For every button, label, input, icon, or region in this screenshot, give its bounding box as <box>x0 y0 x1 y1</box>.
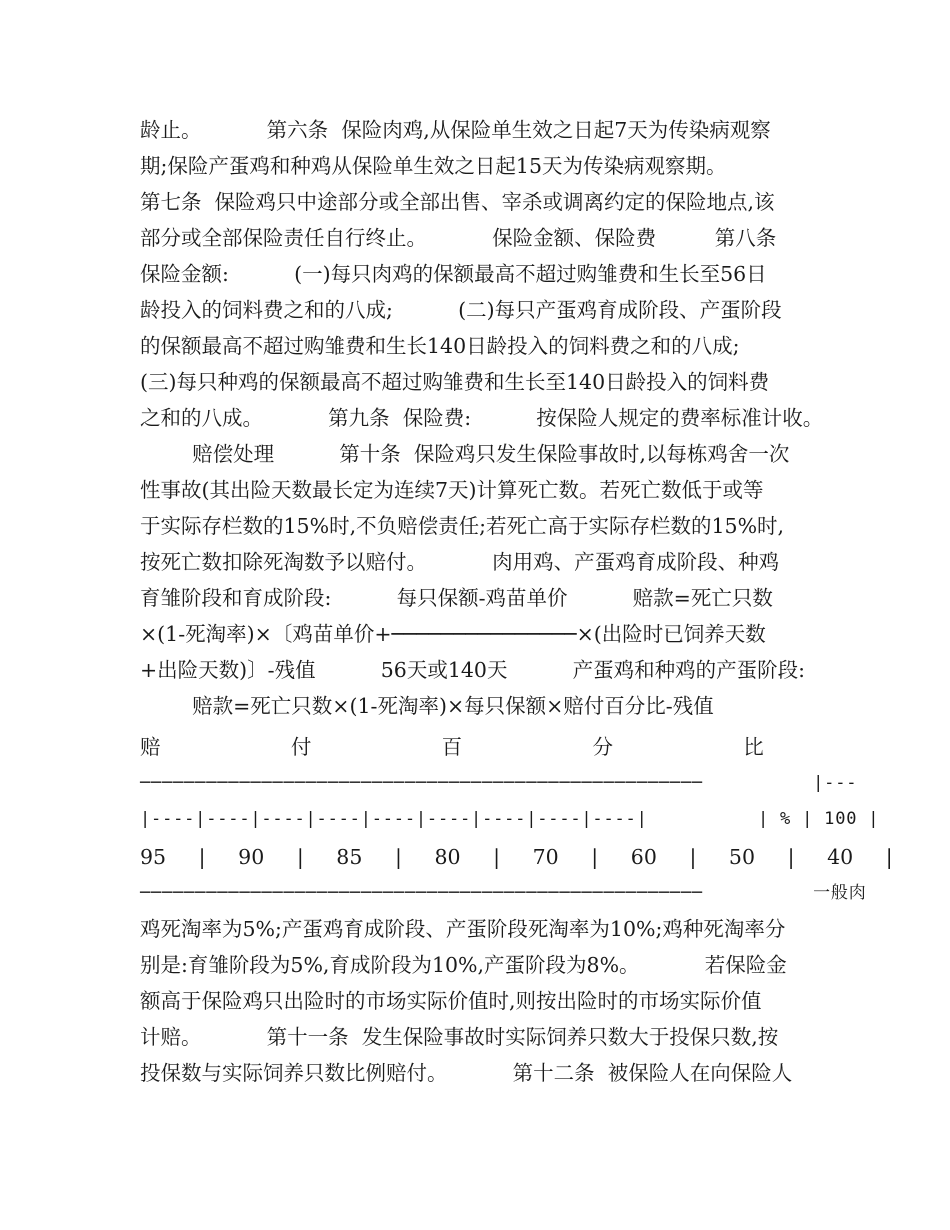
text-line: 性事故(其出险天数最长定为连续7天)计算死亡数。若死亡数低于或等 <box>140 478 764 502</box>
text-line: 赔偿处理 第十条 保险鸡只发生保险事故时,以每栋鸡舍一次 <box>140 442 790 466</box>
text-line: 龄投入的饲料费之和的八成; (二)每只产蛋鸡育成阶段、产蛋阶段 <box>140 298 782 322</box>
text-line: 别是:育雏阶段为5%,育成阶段为10%,产蛋阶段为8%。 若保险金 <box>140 953 787 977</box>
text-line: 之和的八成。 第九条 保险费: 按保险人规定的费率标准计收。 <box>140 406 824 430</box>
text-line: +出险天数)〕-残值 56天或140天 产蛋鸡和种鸡的产蛋阶段: <box>140 658 806 682</box>
text-line: 按死亡数扣除死淘数予以赔付。 肉用鸡、产蛋鸡育成阶段、种鸡 <box>140 550 780 574</box>
table-rule: ─────────────────────────────────────────────────── |--- <box>140 773 858 793</box>
text-line: 龄止。 第六条 保险肉鸡,从保险单生效之日起7天为传染病观察 <box>140 118 771 142</box>
text-line: (三)每只种鸡的保额最高不超过购雏费和生长至140日龄投入的饲料费 <box>140 370 770 394</box>
text-line: 鸡死淘率为5%;产蛋鸡育成阶段、产蛋阶段死淘率为10%;鸡种死淘率分 <box>140 917 786 941</box>
table-row-values: 95 | 90 | 85 | 80 | 70 | 60 | 50 | 40 | <box>140 845 893 869</box>
text-line: 保险金额: (一)每只肉鸡的保额最高不超过购雏费和生长至56日 <box>140 262 767 286</box>
text-line: 投保数与实际饲养只数比例赔付。 第十二条 被保险人在向保险人 <box>140 1061 793 1085</box>
table-row-percent: |----|----|----|----|----|----|----|----|----| | % | 100 | <box>140 809 880 829</box>
text-line: 育雏阶段和育成阶段: 每只保额-鸡苗单价 赔款=死亡只数 <box>140 586 773 610</box>
text-line: 期;保险产蛋鸡和种鸡从保险单生效之日起15天为传染病观察期。 <box>140 154 727 178</box>
text-line: 计赔。 第十一条 发生保险事故时实际饲养只数大于投保只数,按 <box>140 1025 779 1049</box>
text-line: 于实际存栏数的15%时,不负赔偿责任;若死亡高于实际存栏数的15%时, <box>140 514 785 538</box>
text-line: 赔款=死亡只数×(1-死淘率)×每只保额×赔付百分比-残值 <box>140 694 714 718</box>
text-line: 额高于保险鸡只出险时的市场实际价值时,则按出险时的市场实际价值 <box>140 989 762 1013</box>
text-line: ×(1-死淘率)×〔鸡苗单价+───────────────×(出险时已饲养天数 <box>140 622 766 646</box>
table-heading: 赔 付 百 分 比 <box>140 735 764 759</box>
text-line: 的保额最高不超过购雏费和生长140日龄投入的饲料费之和的八成; <box>140 334 740 358</box>
text-line: 部分或全部保险责任自行终止。 保险金额、保险费 第八条 <box>140 226 777 250</box>
table-rule: ─────────────────────────────────────────────────── 一般肉 <box>140 883 867 903</box>
text-line: 第七条 保险鸡只中途部分或全部出售、宰杀或调离约定的保险地点,该 <box>140 190 775 214</box>
